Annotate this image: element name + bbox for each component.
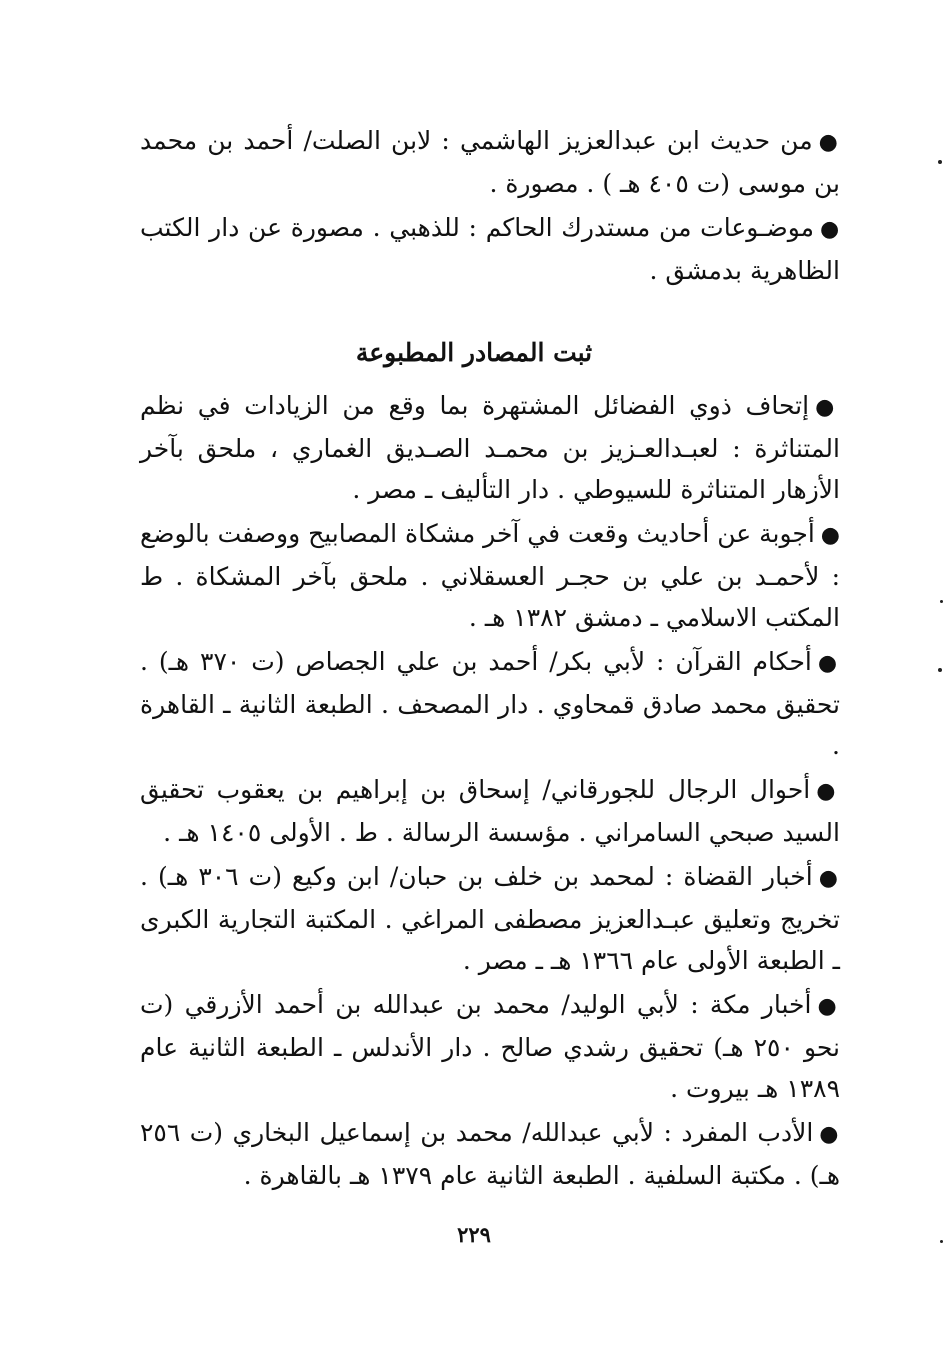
bibliography-entry xyxy=(140,385,840,510)
entry-text: أخبار مكة : لأبي الوليد/ محمد بن عبدالله بن أحمد الأزرقي (ت نحو ٢٥٠ هـ) تحقيق رشدي صالح . دار الأندلس ـ الطبعة الثانية عام ١٣٨٩ هـ بيروت . xyxy=(140,990,840,1103)
section-heading: ثبت المصادر المطبوعة xyxy=(355,338,593,367)
bullet-icon: ● xyxy=(819,1122,840,1147)
bibliography-entry xyxy=(140,641,840,766)
bullet-icon: ● xyxy=(820,217,841,242)
page-number: ٢٢٩ xyxy=(457,1222,491,1247)
scan-speck xyxy=(938,160,942,164)
bullet-icon: ● xyxy=(818,866,840,891)
bullet-icon: ● xyxy=(816,779,840,804)
bullet-icon: ● xyxy=(820,523,840,548)
entry-text: من حديث ابن عبدالعزيز الهاشمي : لابن الصلت/ أحمد بن محمد بن موسى (ت ٤٠٥ هـ ) . مصورة . xyxy=(140,126,840,198)
bullet-icon: ● xyxy=(817,994,840,1019)
bullet-icon: ● xyxy=(815,395,840,420)
bibliography-entry xyxy=(140,856,840,981)
entry-text: إتحاف ذوي الفضائل المشتهرة بما وقع من الزيادات في نظم المتناثرة : لعبـدالعـزيز بن محمـد الصـديق الغماري ، ملحق بآخر الأزهار المتناثرة للسيوطي . دار التأليف ـ مصر . xyxy=(140,391,840,504)
bullet-icon: ● xyxy=(817,651,841,676)
bibliography-entry xyxy=(140,984,840,1109)
bibliography-entry xyxy=(140,769,840,853)
entry-text: موضـوعات من مستدرك الحاكم : للذهبي . مصورة عن دار الكتب الظاهرية بدمشق . xyxy=(140,213,840,285)
scan-speck xyxy=(940,1240,943,1243)
entry-text: أخبار القضاة : لمحمد بن خلف بن حبان/ ابن وكيع (ت ٣٠٦ هـ) . تخريج وتعليق عبـدالعزيز مصطفى المراغي . المكتبة التجارية الكبرى ـ الطبعة الأولى عام ١٣٦٦ هـ ـ مصر . xyxy=(140,862,840,975)
bibliography-entry xyxy=(140,1112,840,1196)
entry-text: أحوال الرجال للجورقاني/ إسحاق بن إبراهيم بن يعقوب تحقيق السيد صبحي السامراني . مؤسسة الرسالة . ط . الأولى ١٤٠٥ هـ . xyxy=(140,775,840,847)
bibliography-entry xyxy=(140,207,840,291)
scan-speck xyxy=(940,600,943,603)
entry-text: أحكام القرآن : لأبي بكر/ أحمد بن علي الجصاص (ت ٣٧٠ هـ) . تحقيق محمد صادق قمحاوي . دار المصحف . الطبعة الثانية ـ القاهرة . xyxy=(140,647,840,760)
scan-speck xyxy=(938,668,942,672)
printed-sources-list xyxy=(140,385,840,1199)
entry-text: أجوبة عن أحاديث وقعت في آخر مشكاة المصابيح ووصفت بالوضع : لأحمـد بن علي بن حجـر العسقلاني . ملحق بآخر المشكاة . ط المكتب الاسلامي ـ دمشق ١٣٨٢ هـ . xyxy=(140,519,840,632)
entry-text: الأدب المفرد : لأبي عبدالله/ محمد بن إسماعيل البخاري (ت ٢٥٦ هـ) . مكتبة السلفية . الطبعة الثانية عام ١٣٧٩ هـ بالقاهرة . xyxy=(140,1118,840,1190)
bibliography-entry xyxy=(140,120,840,204)
manuscript-sources-list xyxy=(140,120,840,294)
bullet-icon: ● xyxy=(818,130,840,155)
bibliography-entry xyxy=(140,513,840,638)
